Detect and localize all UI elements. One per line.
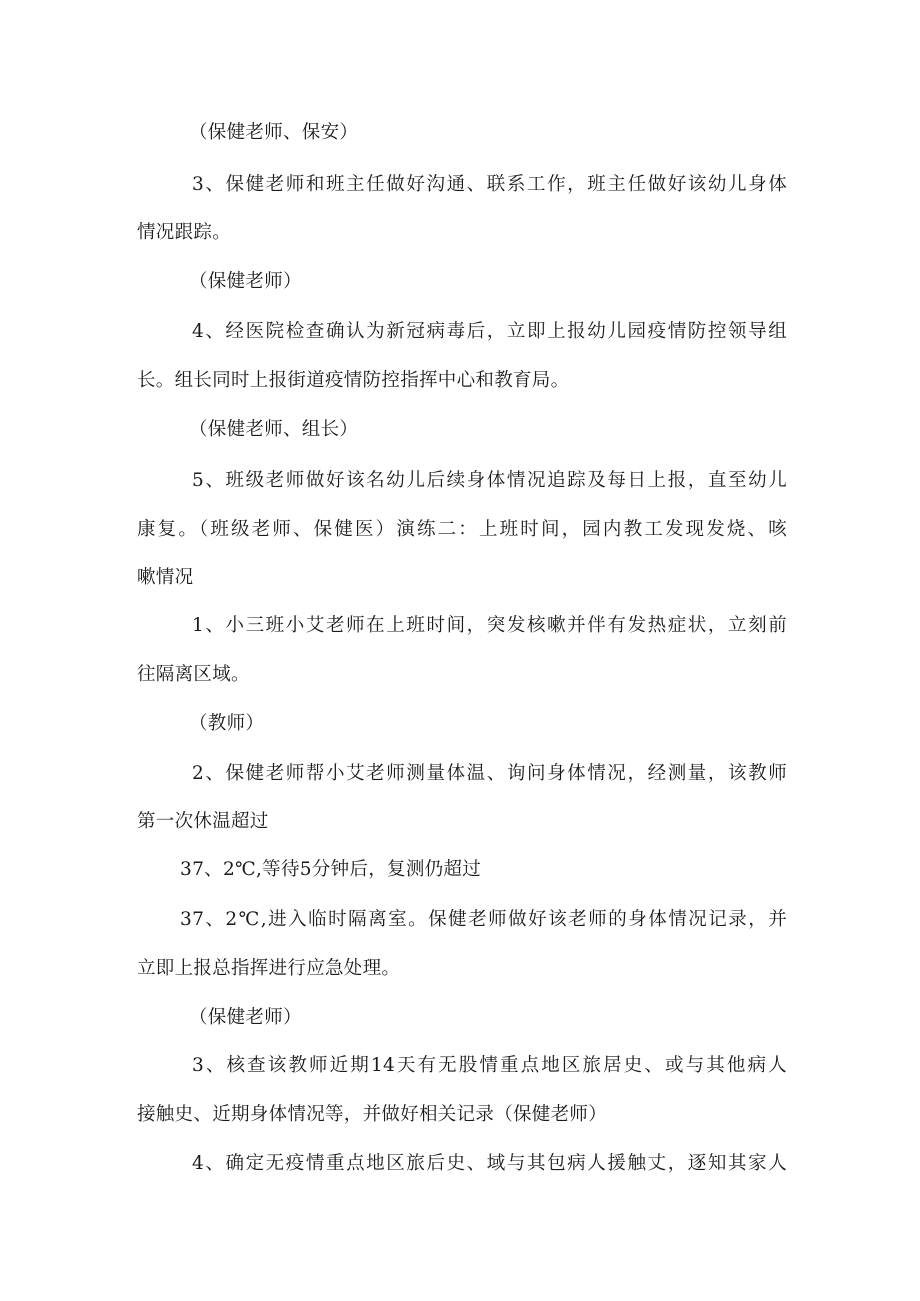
step-5-paragraph-line-2: 康复。（班级老师、保健医）演练二：上班时间，园内教工发现发烧、咳 <box>137 519 787 540</box>
role-note-health-teacher-2: （保健老师） <box>189 1007 302 1028</box>
drill-2-step-2-line-2: 第一次休温超过 <box>137 811 269 832</box>
step-3-paragraph-line-1: 3、保健老师和班主任做好沟通、联系工作，班主任做好该幼儿身体 <box>192 174 787 195</box>
drill-2-step-2-line-3: 37、2℃,等待5分钟后，复测仍超过 <box>180 859 482 880</box>
drill-2-step-2-line-5: 立即上报总指挥进行应急处理。 <box>137 958 401 979</box>
step-4-paragraph-line-1: 4、经医院检查确认为新冠病毒后，立即上报幼儿园疫情防控领导组 <box>192 321 787 342</box>
step-5-paragraph-line-3: 嗽情况 <box>137 567 194 588</box>
drill-2-step-3-line-2: 接触史、近期身体情况等，并做好相关记录（保健老师） <box>137 1104 608 1125</box>
drill-2-step-3-line-1: 3、核查该教师近期14天有无股情重点地区旅居史、或与其他病人 <box>192 1055 787 1076</box>
role-note-health-teacher-security: （保健老师、保安） <box>189 122 359 143</box>
step-4-paragraph-line-2: 长。组长同时上报街道疫情防控指挥中心和教育局。 <box>137 370 570 391</box>
drill-2-step-2-line-4: 37、2℃,进入临时隔离室。保健老师做好该老师的身体情况记录，并 <box>180 909 787 930</box>
role-note-teacher: （教师） <box>189 713 265 734</box>
drill-2-step-1-line-1: 1、小三班小艾老师在上班时间，突发核嗽并伴有发热症状，立刻前 <box>192 615 787 636</box>
drill-2-step-2-line-1: 2、保健老师帮小艾老师测量体温、询问身体情况，经测量，该教师 <box>192 763 787 784</box>
drill-2-step-4-line-1: 4、确定无疫情重点地区旅后史、域与其包病人援触丈，逐知其家人 <box>192 1153 787 1174</box>
role-note-health-teacher-leader: （保健老师、组长） <box>189 419 359 440</box>
drill-2-step-1-line-2: 往隔离区域。 <box>137 664 250 685</box>
step-3-paragraph-line-2: 情况跟踪。 <box>137 222 232 243</box>
step-5-paragraph-line-1: 5、班级老师做好该名幼儿后续身体情况追踪及每日上报，直至幼儿 <box>192 470 787 491</box>
role-note-health-teacher: （保健老师） <box>189 271 302 292</box>
